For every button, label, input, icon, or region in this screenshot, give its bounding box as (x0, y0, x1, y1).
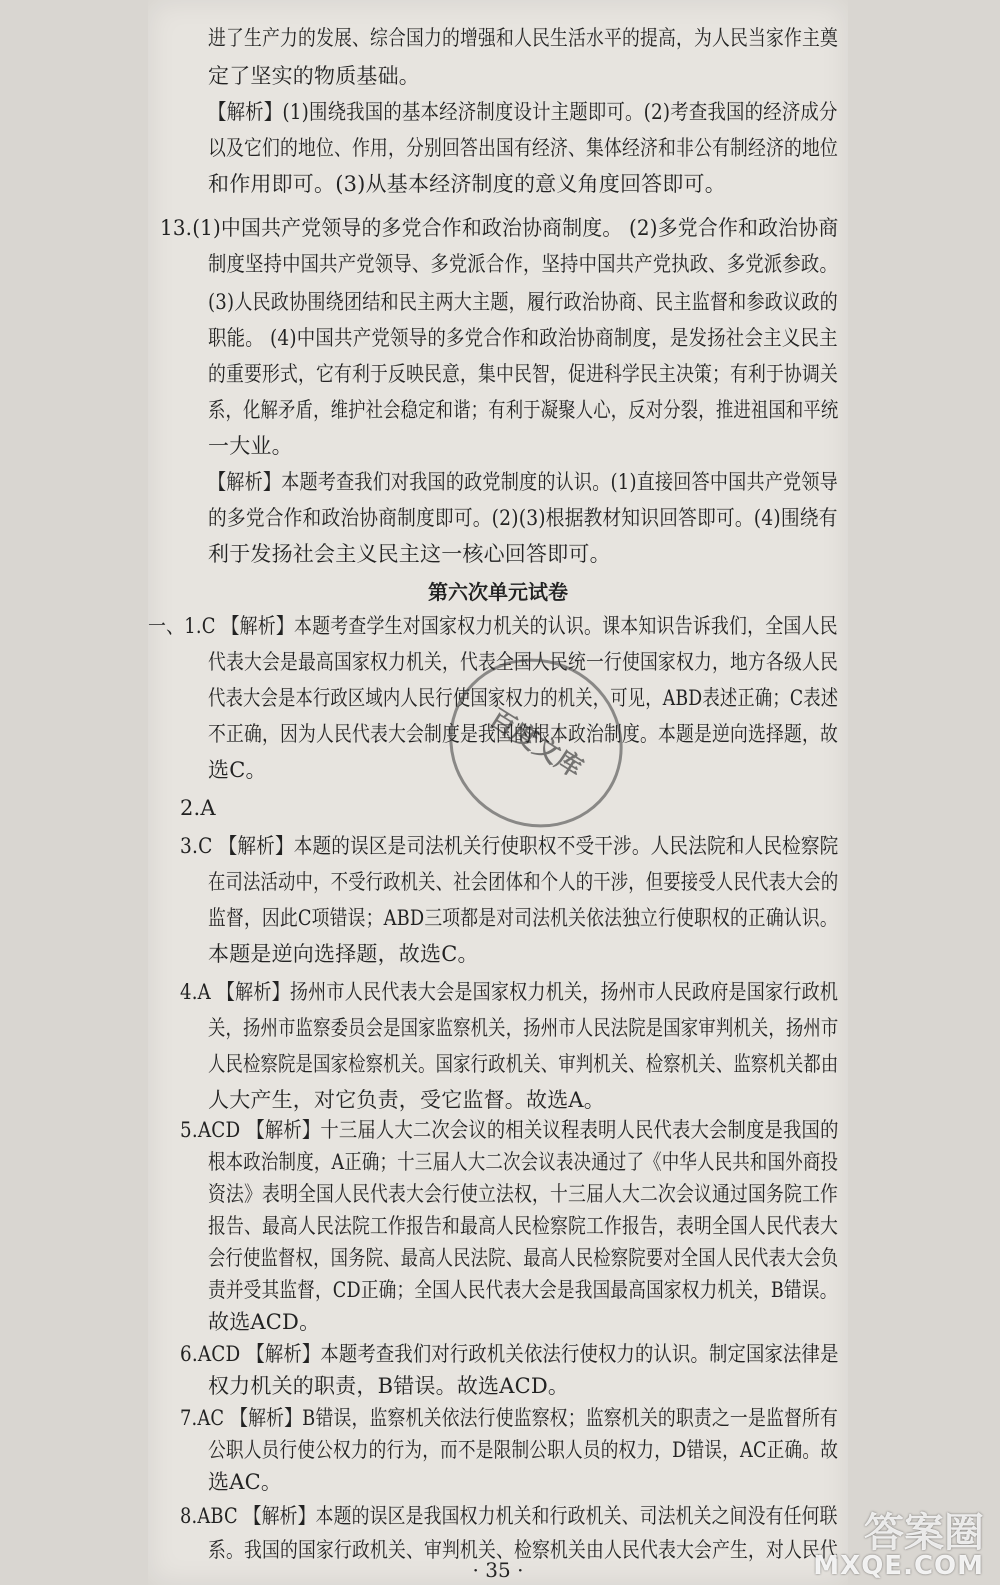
text-line: 人大产生，对它负责，受它监督。故选A。 (208, 1088, 605, 1112)
watermark-url: MXQE.COM (813, 1551, 984, 1581)
text-line: 权力机关的职责，B错误。故选ACD。 (208, 1374, 570, 1398)
text-line: 责并受其监督，CD正确；全国人民代表大会是我国最高国家权力机关，B错误。 (208, 1278, 838, 1302)
text-line: 职能。 (4)中国共产党领导的多党合作和政治协商制度，是发扬社会主义民主 (208, 326, 838, 350)
text-line: 关，扬州市监察委员会是国家监察机关，扬州市人民法院是国家审判机关，扬州市 (208, 1016, 839, 1040)
question-3-line: 3.C 【解析】本题的误区是司法机关行使职权不受干涉。人民法院和人民检察院 (180, 834, 839, 858)
stamp-text: 百度文库 (483, 703, 588, 785)
analysis-line: 【解析】本题考查我们对我国的政党制度的认识。(1)直接回答中国共产党领导 (208, 470, 838, 494)
text-line: 资法》表明全国人民代表大会行使立法权，十三届人大二次会议通过国务院工作 (208, 1182, 838, 1206)
page-number: · 35 · (472, 1558, 524, 1582)
watermark (813, 1501, 994, 1581)
question-2-line: 2.A (180, 796, 216, 820)
question-13-line: 13.(1)中国共产党领导的多党合作和政治协商制度。 (2)多党合作和政治协商 (160, 216, 839, 240)
text-line: 人民检察院是国家检察机关。国家行政机关、审判机关、检察机关、监察机关都由 (208, 1052, 839, 1076)
text-line: 的重要形式，它有利于反映民意，集中民智，促进科学民主决策；有利于协调关 (208, 362, 838, 386)
text-line: 公职人员行使公权力的行为，而不是限制公职人员的权力，D错误，AC正确。故 (208, 1438, 839, 1462)
analysis-line: 【解析】(1)围绕我国的基本经济制度设计主题即可。(2)考查我国的经济成分 (208, 100, 838, 124)
question-1-line: 一、1.C 【解析】本题考查学生对国家权力机关的认识。课本知识告诉我们，全国人民 (148, 614, 838, 638)
question-8-line: 8.ABC 【解析】本题的误区是我国权力机关和行政机关、司法机关之间没有任何联 (180, 1504, 838, 1528)
question-4-line: 4.A 【解析】扬州市人民代表大会是国家权力机关，扬州市人民政府是国家行政机 (180, 980, 839, 1004)
watermark-logo-text: 答案圈 (864, 1510, 984, 1556)
text-line: 本题是逆向选择题，故选C。 (208, 942, 479, 966)
text-line: 定了坚实的物质基础。 (208, 64, 420, 88)
text-line: 不正确，因为人民代表大会制度是我国的根本政治制度。本题是逆向选择题，故 (208, 722, 838, 746)
text-line: 根本政治制度，A正确；十三届人大二次会议表决通过了《中华人民共和国外商投 (208, 1150, 839, 1174)
question-7-line: 7.AC 【解析】B错误，监察机关依法行使监察权；监察机关的职责之一是监督所有 (180, 1406, 839, 1430)
text-line: 选C。 (208, 758, 267, 782)
text-line: 会行使监督权，国务院、最高人民法院、最高人民检察院要对全国人民代表大会负 (208, 1246, 839, 1270)
text-line: 代表大会是本行政区域内人民行使国家权力的机关，可见，ABD表述正确；C表述 (208, 686, 839, 710)
page-content (148, 0, 848, 1585)
question-5-line: 5.ACD 【解析】十三届人大二次会议的相关议程表明人民代表大会制度是我国的 (180, 1118, 839, 1142)
text-line: 利于发扬社会主义民主这一核心回答即可。 (208, 542, 611, 566)
text-line: 制度坚持中国共产党领导、多党派合作，坚持中国共产党执政、多党派参政。 (208, 252, 838, 276)
text-line: 在司法活动中，不受行政机关、社会团体和个人的干涉，但要接受人民代表大会的 (208, 870, 839, 894)
text-line: 故选ACD。 (208, 1310, 321, 1334)
text-line: 系。我国的国家行政机关、审判机关、检察机关由人民代表大会产生，对人民代 (208, 1538, 838, 1562)
text-line: 和作用即可。(3)从基本经济制度的意义角度回答即可。 (208, 172, 726, 196)
text-line: 的多党合作和政治协商制度即可。(2)(3)根据教材知识回答即可。(4)围绕有 (208, 506, 838, 530)
document-page (148, 0, 848, 1585)
text-line: 代表大会是最高国家权力机关，代表全国人民统一行使国家权力，地方各级人民 (208, 650, 838, 674)
text-line: (3)人民政协围绕团结和民主两大主题，履行政治协商、民主监督和参政议政的 (208, 290, 838, 314)
text-line: 报告、最高人民法院工作报告和最高人民检察院工作报告，表明全国人民代表大 (208, 1214, 838, 1238)
text-line: 监督，因此C项错误；ABD三项都是对司法机关依法独立行使职权的正确认识。 (208, 906, 838, 930)
section-title: 第六次单元试卷 (428, 580, 568, 604)
question-6-line: 6.ACD 【解析】本题考查我们对行政机关依法行使权力的认识。制定国家法律是 (180, 1342, 839, 1366)
text-line: 选AC。 (208, 1470, 283, 1494)
text-line: 进了生产力的发展、综合国力的增强和人民生活水平的提高，为人民当家作主奠 (208, 26, 838, 50)
text-line: 以及它们的地位、作用，分别回答出国有经济、集体经济和非公有制经济的地位 (208, 136, 838, 160)
text-line: 系，化解矛盾，维护社会稳定和谐；有利于凝聚人心，反对分裂，推进祖国和平统 (208, 398, 839, 422)
text-line: 一大业。 (208, 434, 293, 458)
